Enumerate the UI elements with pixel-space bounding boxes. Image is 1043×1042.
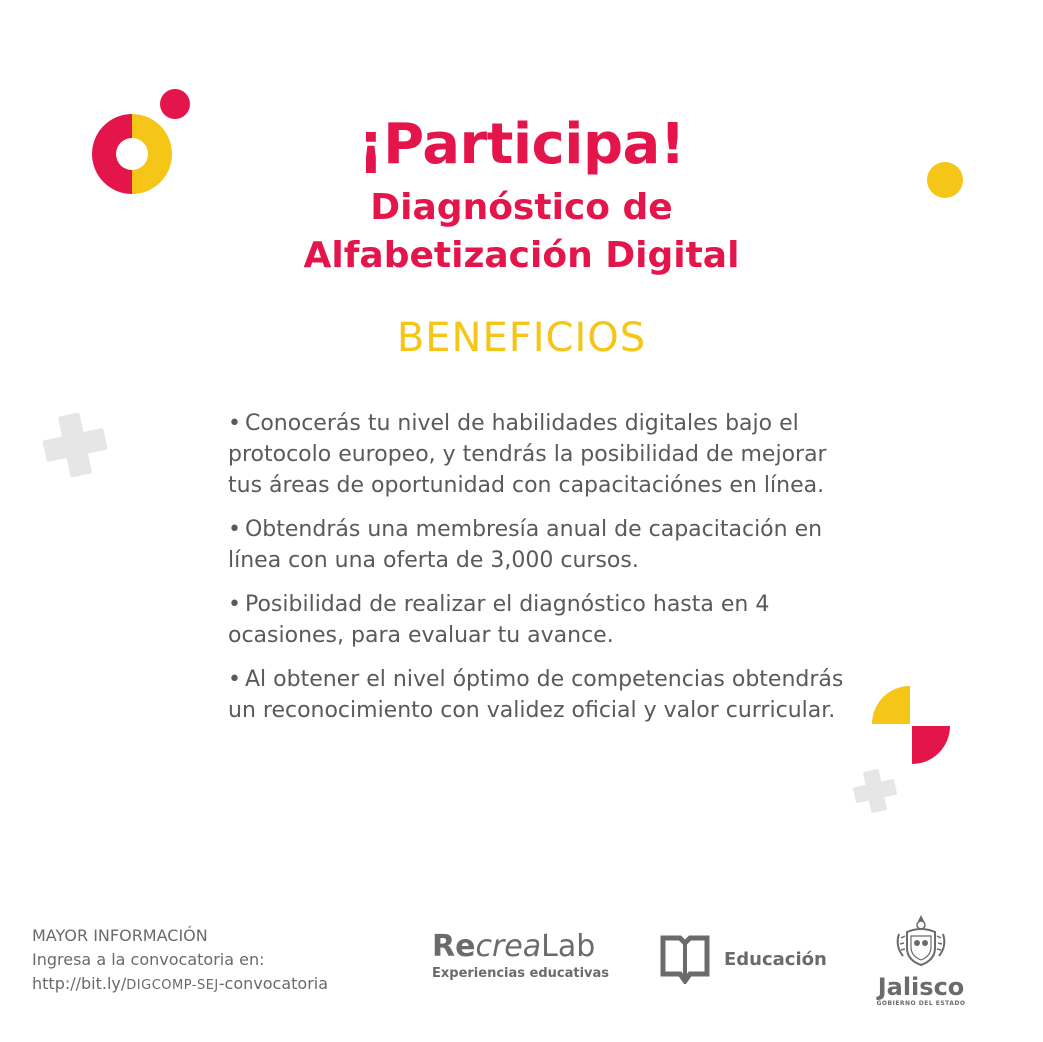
- info-line: Ingresa a la convocatoria en:: [32, 950, 265, 969]
- plus-icon: [850, 766, 900, 816]
- list-item: [228, 664, 858, 726]
- education-logo: [660, 934, 827, 984]
- convocatoria-link[interactable]: [32, 972, 422, 998]
- quarter-shape-decoration: [868, 682, 954, 768]
- jalisco-name: Jalisco: [877, 973, 965, 1001]
- subtitle-line-1: Diagnóstico de: [370, 187, 673, 228]
- jalisco-logo: [866, 912, 976, 1007]
- bullet: •: [228, 411, 241, 436]
- book-icon: [660, 934, 710, 984]
- recrea-lab: Lab: [541, 929, 596, 964]
- list-item: [228, 589, 858, 651]
- recrealab-tagline: Experiencias educativas: [432, 966, 610, 981]
- section-heading: BENEFICIOS: [396, 315, 647, 361]
- bullet: •: [228, 592, 241, 617]
- list-item: [228, 408, 858, 501]
- subtitle-line-2: Alfabetización Digital: [303, 235, 740, 276]
- benefit-text: Al obtener el nivel óptimo de competencias obtendrás un reconocimiento con validez oficial y valor curricular.: [228, 667, 844, 723]
- url-prefix: http://bit.ly/: [32, 974, 127, 993]
- recrealab-wordmark: [432, 930, 609, 964]
- url-suffix: -convocatoria: [218, 974, 329, 993]
- recrea-crea: crea: [475, 929, 542, 964]
- benefit-text: Obtendrás una membresía anual de capacitación en línea con una oferta de 3,000 cursos.: [228, 517, 823, 573]
- benefit-text: Posibilidad de realizar el diagnóstico hasta en 4 ocasiones, para evaluar tu avance.: [228, 592, 770, 648]
- coat-of-arms-icon: [893, 912, 949, 968]
- plus-icon: [40, 410, 110, 480]
- jalisco-subtitle: GOBIERNO DEL ESTADO: [876, 1000, 966, 1007]
- url-caps: DIGCOMP-SEJ: [126, 978, 219, 993]
- recrealab-logo: [432, 930, 609, 981]
- education-label: Educación: [724, 948, 827, 970]
- footer-info: [32, 924, 422, 998]
- recrea-re: Re: [432, 929, 476, 964]
- benefits-list: [228, 408, 858, 739]
- title-block: [0, 112, 1043, 280]
- info-title: MAYOR INFORMACIÓN: [32, 926, 208, 945]
- bullet: •: [228, 517, 241, 542]
- benefit-text: Conocerás tu nivel de habilidades digitales bajo el protocolo europeo, y tendrás la posibilidad de mejorar tus áreas de oportunidad con capacitaciónes en línea.: [228, 411, 827, 498]
- list-item: [228, 514, 858, 576]
- bullet: •: [228, 667, 241, 692]
- page-title: ¡Participa!: [358, 112, 685, 177]
